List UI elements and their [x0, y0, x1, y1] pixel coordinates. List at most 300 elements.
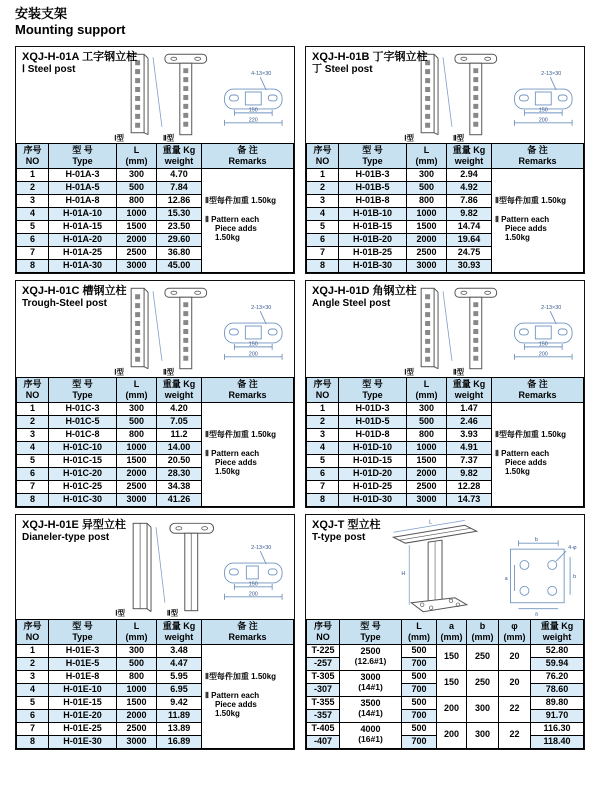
cell-no: 4: [17, 441, 49, 454]
cell-type: 3500 (14#1): [340, 696, 402, 722]
cell-weight: 19.64: [447, 233, 492, 246]
flange-inner-dim: 150: [538, 340, 548, 347]
flange-outer-dim: 220: [248, 116, 258, 123]
cell-weight: 13.89: [157, 722, 202, 735]
col-remarks: 备 注 Remarks: [492, 377, 584, 402]
cell-l: 3000: [117, 493, 157, 506]
cell-weight: 2.46: [447, 415, 492, 428]
col-weight: 重量 Kg weight: [531, 619, 584, 644]
cell-no: 1: [307, 168, 339, 181]
cell-no: 3: [307, 194, 339, 207]
cell-no: 6: [17, 709, 49, 722]
panel-title-zh: XQJ-H-01E 异型立柱: [22, 518, 126, 531]
cell-weight: 28.30: [157, 467, 202, 480]
cell-l: 300: [117, 168, 157, 181]
cell-phi: 22: [499, 696, 531, 722]
cell-type: H-01A-15: [49, 220, 117, 233]
cell-no: 8: [17, 493, 49, 506]
cell-no: 4: [17, 683, 49, 696]
cell-l: 500: [407, 181, 447, 194]
cell-type: H-01E-15: [49, 696, 117, 709]
cell-b: 300: [467, 696, 499, 722]
cell-l: 1000: [117, 441, 157, 454]
cell-type: H-01B-5: [339, 181, 407, 194]
panel-title-en: Dianeler-type post: [22, 531, 110, 543]
cell-weight: 12.28: [447, 480, 492, 493]
cell-l: 500: [117, 657, 157, 670]
cell-no: 1: [307, 402, 339, 415]
cell-weight: 4.92: [447, 181, 492, 194]
post-ii-label: Ⅱ型: [452, 133, 465, 143]
cell-no: 3: [17, 670, 49, 683]
cell-no: 7: [307, 480, 339, 493]
cell-no: 8: [307, 493, 339, 506]
cell-type: H-01A-10: [49, 207, 117, 220]
cell-l: 2000: [407, 233, 447, 246]
panel-title-zh: XQJ-H-01A 工字钢立柱: [22, 50, 138, 63]
cell-weight: 15.30: [157, 207, 202, 220]
col-type: 型 号 Type: [49, 619, 117, 644]
spec-table: [306, 619, 584, 749]
flange-inner-dim: 150: [248, 580, 258, 587]
flange-inner-dim: 150: [248, 340, 258, 347]
cell-b: 250: [467, 670, 499, 696]
col-l: L (mm): [117, 619, 157, 644]
table-body: [17, 644, 294, 748]
cell-l: 800: [117, 194, 157, 207]
drawing-area: [16, 47, 294, 143]
flange-holes-label: 2-13×30: [251, 544, 272, 551]
cell-l: 1000: [117, 207, 157, 220]
spec-table: [16, 377, 294, 507]
col-no: 序号 NO: [307, 143, 339, 168]
cell-no: T-305: [307, 670, 340, 683]
cell-no: T-355: [307, 696, 340, 709]
panel-title-zh: XQJ-H-01D 角钢立柱: [312, 284, 417, 297]
cell-type: H-01B-25: [339, 246, 407, 259]
cell-l: 800: [407, 194, 447, 207]
flange-holes-label: 2-13×30: [541, 70, 562, 77]
panel-h01b: [305, 46, 585, 274]
cell-l: 300: [407, 168, 447, 181]
panel-h01c: [15, 280, 295, 508]
post-i-label: Ⅰ型: [114, 367, 124, 377]
panel-title: [312, 51, 428, 76]
flange-outer-dim: 200: [538, 116, 548, 123]
cell-no: 4: [17, 207, 49, 220]
col-phi: φ (mm): [499, 619, 531, 644]
cell-type: H-01A-30: [49, 259, 117, 272]
spec-table: [306, 377, 584, 507]
cell-no: 8: [17, 735, 49, 748]
flange-holes-label: 4-13×30: [251, 70, 272, 77]
cell-l: 700: [402, 709, 437, 722]
post-ii-label: Ⅱ型: [452, 367, 465, 377]
cell-l: 2500: [117, 480, 157, 493]
cell-type: H-01E-5: [49, 657, 117, 670]
flange-outer-dim: 200: [248, 350, 258, 357]
cell-l: 800: [117, 428, 157, 441]
cell-type: H-01B-15: [339, 220, 407, 233]
cell-l: 300: [407, 402, 447, 415]
base-dim-b-top: b: [534, 536, 538, 543]
col-l: L (mm): [117, 377, 157, 402]
cell-weight: 34.38: [157, 480, 202, 493]
col-l: L (mm): [407, 377, 447, 402]
base-plate-detail: [511, 540, 571, 609]
cell-b: 300: [467, 722, 499, 748]
cell-no: 5: [307, 454, 339, 467]
panel-title: [312, 519, 380, 544]
cell-type: H-01D-25: [339, 480, 407, 493]
cell-l: 1500: [117, 220, 157, 233]
cell-no: -307: [307, 683, 340, 696]
panel-grid: [15, 46, 585, 750]
drawing-area: [306, 515, 584, 619]
panel-title: [22, 519, 126, 544]
drawing-area: [16, 515, 294, 619]
panel-title-en: Angle Steel post: [312, 297, 391, 309]
col-weight: 重量 Kg weight: [447, 377, 492, 402]
cell-no: 6: [307, 467, 339, 480]
cell-l: 3000: [407, 493, 447, 506]
panel-h01d: [305, 280, 585, 508]
cell-type: 3000 (14#1): [340, 670, 402, 696]
cell-no: 6: [307, 233, 339, 246]
col-weight: 重量 Kg weight: [447, 143, 492, 168]
cell-type: H-01D-30: [339, 493, 407, 506]
col-b: b (mm): [467, 619, 499, 644]
cell-type: H-01A-8: [49, 194, 117, 207]
drawing-area: [306, 281, 584, 377]
cell-weight: 4.70: [157, 168, 202, 181]
col-remarks: 备 注 Remarks: [492, 143, 584, 168]
cell-weight: 14.73: [447, 493, 492, 506]
cell-no: 1: [17, 402, 49, 415]
cell-l: 2500: [117, 246, 157, 259]
col-no: 序号 NO: [17, 143, 49, 168]
cell-weight: 5.95: [157, 670, 202, 683]
cell-weight: 52.80: [531, 644, 584, 657]
cell-weight: 23.50: [157, 220, 202, 233]
cell-l: 300: [117, 644, 157, 657]
cell-weight: 20.50: [157, 454, 202, 467]
cell-no: 7: [17, 480, 49, 493]
cell-no: 2: [17, 415, 49, 428]
col-weight: 重量 Kg weight: [157, 619, 202, 644]
cell-type: H-01A-25: [49, 246, 117, 259]
cell-no: 4: [307, 441, 339, 454]
cell-type: H-01D-5: [339, 415, 407, 428]
cell-l: 3000: [117, 735, 157, 748]
cell-no: -357: [307, 709, 340, 722]
cell-no: 3: [307, 428, 339, 441]
post-i-label: Ⅰ型: [115, 608, 125, 618]
panel-title: [312, 285, 417, 310]
col-type: 型 号 Type: [49, 377, 117, 402]
panel-title-en: Ⅰ Steel post: [22, 63, 76, 75]
cell-l: 500: [402, 670, 437, 683]
cell-weight: 59.94: [531, 657, 584, 670]
cell-l: 800: [117, 670, 157, 683]
cell-type: H-01D-15: [339, 454, 407, 467]
cell-no: 8: [307, 259, 339, 272]
spec-table: [16, 143, 294, 273]
panel-t-type: [305, 514, 585, 750]
cell-weight: 89.80: [531, 696, 584, 709]
cell-type: H-01E-25: [49, 722, 117, 735]
col-type: 型 号 Type: [340, 619, 402, 644]
cell-l: 300: [117, 402, 157, 415]
cell-type: H-01A-3: [49, 168, 117, 181]
cell-weight: 7.37: [447, 454, 492, 467]
cell-weight: 24.75: [447, 246, 492, 259]
col-type: 型 号 Type: [49, 143, 117, 168]
cell-no: 7: [307, 246, 339, 259]
cell-type: H-01C-15: [49, 454, 117, 467]
spec-table: [306, 143, 584, 273]
cell-weight: 4.47: [157, 657, 202, 670]
cell-l: 1500: [407, 454, 447, 467]
flange-holes-label: 2-13×30: [251, 304, 272, 311]
cell-type: H-01C-30: [49, 493, 117, 506]
panel-title: [22, 51, 137, 76]
cell-weight: 1.47: [447, 402, 492, 415]
cell-phi: 22: [499, 722, 531, 748]
cell-weight: 14.74: [447, 220, 492, 233]
cell-l: 1500: [407, 220, 447, 233]
cell-type: H-01C-20: [49, 467, 117, 480]
cell-no: T-405: [307, 722, 340, 735]
cell-no: 2: [17, 657, 49, 670]
col-type: 型 号 Type: [339, 143, 407, 168]
cell-phi: 20: [499, 670, 531, 696]
cell-weight: 14.00: [157, 441, 202, 454]
cell-no: -257: [307, 657, 340, 670]
cell-type: H-01C-5: [49, 415, 117, 428]
panel-title-en: T-type post: [312, 531, 366, 543]
panel-title: [22, 285, 127, 310]
cell-weight: 4.20: [157, 402, 202, 415]
cell-l: 2500: [407, 480, 447, 493]
cell-no: 5: [307, 220, 339, 233]
cell-type: H-01D-10: [339, 441, 407, 454]
remarks-cell: Ⅱ型每件加重 1.50kg Ⅱ Pattern each Piece adds 1.50kg: [202, 644, 294, 748]
cell-l: 2000: [117, 709, 157, 722]
flange-outer-dim: 200: [248, 590, 258, 597]
cell-no: 6: [17, 233, 49, 246]
cell-type: H-01C-25: [49, 480, 117, 493]
cell-no: T-225: [307, 644, 340, 657]
col-no: 序号 NO: [307, 377, 339, 402]
cell-weight: 3.48: [157, 644, 202, 657]
dim-l-label: L: [429, 518, 433, 525]
page-title-zh: 安装支架: [15, 6, 68, 21]
cell-weight: 3.93: [447, 428, 492, 441]
cell-l: 2000: [117, 467, 157, 480]
remarks-cell: Ⅱ型每件加重 1.50kg Ⅱ Pattern each Piece adds 1.50kg: [492, 402, 584, 506]
drawing-area: [306, 47, 584, 143]
panel-h01e: [15, 514, 295, 750]
cell-l: 500: [402, 644, 437, 657]
drawing-area: [16, 281, 294, 377]
col-l: L (mm): [402, 619, 437, 644]
cell-weight: 16.89: [157, 735, 202, 748]
cell-no: 3: [17, 428, 49, 441]
col-weight: 重量 Kg weight: [157, 143, 202, 168]
col-l: L (mm): [117, 143, 157, 168]
panel-h01a: [15, 46, 295, 274]
cell-type: H-01B-8: [339, 194, 407, 207]
cell-type: H-01B-20: [339, 233, 407, 246]
cell-no: 5: [17, 696, 49, 709]
cell-weight: 4.91: [447, 441, 492, 454]
cell-l: 800: [407, 428, 447, 441]
cell-type: H-01E-30: [49, 735, 117, 748]
cell-l: 500: [117, 415, 157, 428]
remarks-cell: Ⅱ型每件加重 1.50kg Ⅱ Pattern each Piece adds 1.50kg: [202, 402, 294, 506]
cell-l: 500: [117, 181, 157, 194]
flange-holes-label: 2-13×30: [541, 304, 562, 311]
base-dim-b-right: b: [573, 573, 577, 580]
cell-l: 500: [402, 696, 437, 709]
panel-title-en: Trough-Steel post: [22, 297, 107, 309]
cell-no: 6: [17, 467, 49, 480]
cell-b: 250: [467, 644, 499, 670]
cell-no: 1: [17, 168, 49, 181]
cell-weight: 7.86: [447, 194, 492, 207]
cell-a: 150: [437, 670, 467, 696]
cell-type: H-01E-10: [49, 683, 117, 696]
cell-weight: 7.84: [157, 181, 202, 194]
post-ii-label: Ⅱ型: [162, 367, 175, 377]
cell-weight: 116.30: [531, 722, 584, 735]
table-body: [307, 402, 584, 506]
cell-no: 3: [17, 194, 49, 207]
page-title-en: Mounting support: [15, 22, 126, 38]
panel-title-zh: XQJ-H-01B 丁字钢立柱: [312, 50, 428, 63]
cell-type: 2500 (12.6#1): [340, 644, 402, 670]
cell-l: 2000: [117, 233, 157, 246]
cell-weight: 29.60: [157, 233, 202, 246]
spec-table: [16, 619, 294, 749]
post-i-label: Ⅰ型: [404, 133, 414, 143]
post-i-label: Ⅰ型: [114, 133, 124, 143]
cell-l: 700: [402, 657, 437, 670]
cell-l: 700: [402, 735, 437, 748]
cell-weight: 6.95: [157, 683, 202, 696]
base-dim-a-bottom: a: [534, 611, 538, 618]
col-remarks: 备 注 Remarks: [202, 619, 294, 644]
post-ii-label: Ⅱ型: [166, 608, 179, 618]
cell-no: 5: [17, 220, 49, 233]
cell-weight: 36.80: [157, 246, 202, 259]
cell-type: H-01C-3: [49, 402, 117, 415]
table-body: [307, 644, 584, 748]
cell-weight: 9.82: [447, 207, 492, 220]
cell-l: 1000: [407, 441, 447, 454]
cell-no: 7: [17, 722, 49, 735]
remarks-cell: Ⅱ型每件加重 1.50kg Ⅱ Pattern each Piece adds 1.50kg: [202, 168, 294, 272]
cell-l: 1500: [117, 454, 157, 467]
cell-no: 1: [17, 644, 49, 657]
cell-type: H-01E-8: [49, 670, 117, 683]
cell-no: 8: [17, 259, 49, 272]
cell-weight: 45.00: [157, 259, 202, 272]
table-body: [17, 402, 294, 506]
cell-no: 5: [17, 454, 49, 467]
cell-l: 500: [407, 415, 447, 428]
cell-a: 200: [437, 722, 467, 748]
post-ii-label: Ⅱ型: [162, 133, 175, 143]
base-dim-a-left: a: [504, 575, 508, 582]
cell-weight: 9.82: [447, 467, 492, 480]
cell-type: H-01A-5: [49, 181, 117, 194]
cell-l: 2500: [407, 246, 447, 259]
flange-inner-dim: 150: [248, 106, 258, 113]
cell-type: H-01B-3: [339, 168, 407, 181]
cell-type: H-01C-10: [49, 441, 117, 454]
cell-weight: 2.94: [447, 168, 492, 181]
cell-weight: 30.93: [447, 259, 492, 272]
cell-l: 700: [402, 683, 437, 696]
cell-type: H-01D-3: [339, 402, 407, 415]
cell-weight: 78.60: [531, 683, 584, 696]
cell-l: 3000: [407, 259, 447, 272]
cell-type: H-01D-8: [339, 428, 407, 441]
cell-weight: 7.05: [157, 415, 202, 428]
remarks-cell: Ⅱ型每件加重 1.50kg Ⅱ Pattern each Piece adds 1.50kg: [492, 168, 584, 272]
table-body: [17, 168, 294, 272]
cell-type: H-01A-20: [49, 233, 117, 246]
col-remarks: 备 注 Remarks: [202, 143, 294, 168]
col-l: L (mm): [407, 143, 447, 168]
cell-weight: 41.26: [157, 493, 202, 506]
cell-l: 3000: [117, 259, 157, 272]
cell-type: H-01B-10: [339, 207, 407, 220]
cell-no: 4: [307, 207, 339, 220]
cell-l: 1500: [117, 696, 157, 709]
cell-l: 1000: [117, 683, 157, 696]
cell-weight: 9.42: [157, 696, 202, 709]
dim-h-label: H: [401, 570, 406, 577]
cell-type: 4000 (16#1): [340, 722, 402, 748]
cell-no: 2: [307, 415, 339, 428]
panel-title-zh: XQJ-H-01C 槽钢立柱: [22, 284, 127, 297]
cell-type: H-01E-3: [49, 644, 117, 657]
cell-type: H-01C-8: [49, 428, 117, 441]
cell-l: 1000: [407, 207, 447, 220]
cell-weight: 11.89: [157, 709, 202, 722]
col-no: 序号 NO: [17, 619, 49, 644]
flange-inner-dim: 150: [538, 106, 548, 113]
col-remarks: 备 注 Remarks: [202, 377, 294, 402]
col-a: a (mm): [437, 619, 467, 644]
cell-a: 200: [437, 696, 467, 722]
cell-weight: 11.2: [157, 428, 202, 441]
table-body: [307, 168, 584, 272]
cell-type: H-01E-20: [49, 709, 117, 722]
cell-weight: 12.86: [157, 194, 202, 207]
cell-type: H-01B-30: [339, 259, 407, 272]
cell-l: 2500: [117, 722, 157, 735]
cell-no: -407: [307, 735, 340, 748]
base-holes-label: 4-φ: [568, 544, 577, 551]
panel-title-zh: XQJ-T 型立柱: [312, 518, 381, 531]
cell-phi: 20: [499, 644, 531, 670]
cell-no: 7: [17, 246, 49, 259]
panel-title-en: 丁 Steel post: [312, 63, 373, 75]
